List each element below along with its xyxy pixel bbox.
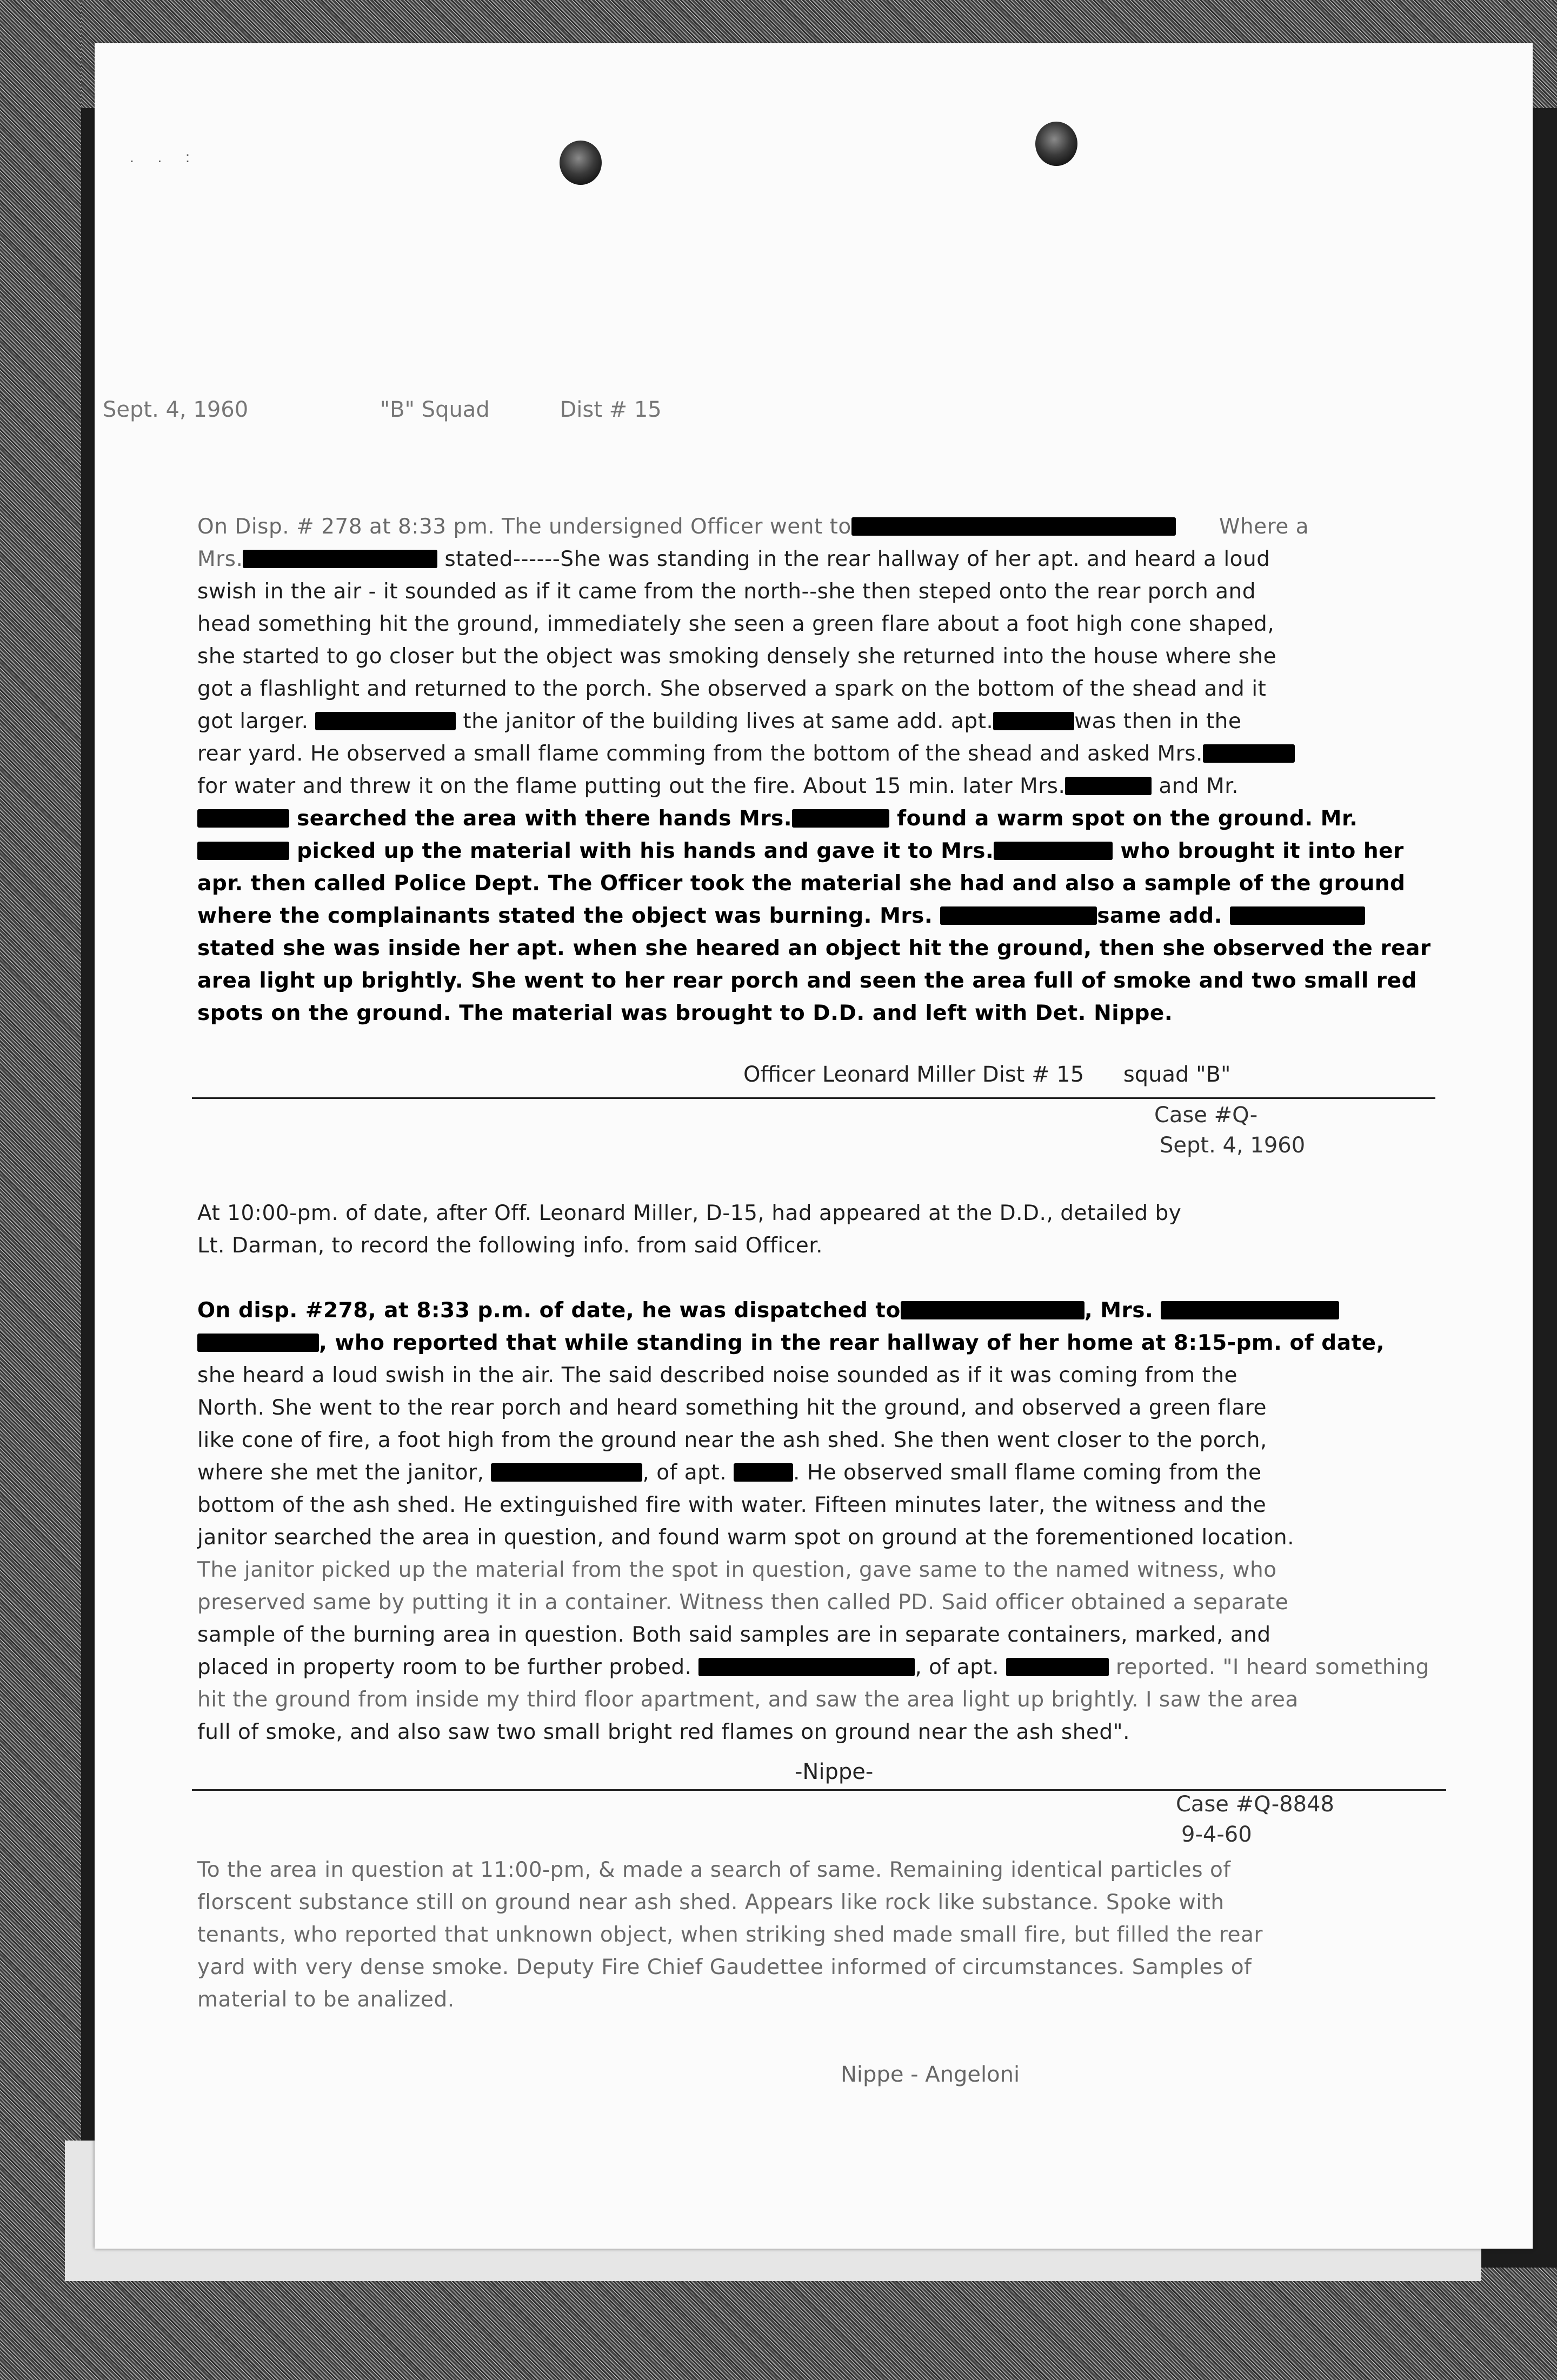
- report1-line-7: got larger. the janitor of the building lives at same add. apt. was then in the: [197, 709, 1242, 734]
- report1-line-8: rear yard. He observed a small flame comming from the bottom of the shead and asked Mrs.: [197, 738, 1431, 770]
- report2-line-2: , who reported that while standing in the rear hallway of her home at 8:15-pm. of date,: [197, 1327, 1429, 1359]
- report1-line-16: spots on the ground. The material was brought to D.D. and left with Det. Nippe.: [197, 1001, 1173, 1025]
- redaction: [901, 1301, 1084, 1319]
- report2-line-8: janitor searched the area in question, and found warm spot on ground at the forementioned location.: [197, 1525, 1294, 1550]
- report1-line-6: got a flashlight and returned to the porch. She observed a spark on the bottom of the shead and it: [197, 677, 1267, 701]
- report2-line-13: hit the ground from inside my third floor apartment, and saw the area light up brightly. I saw the area: [197, 1688, 1299, 1712]
- redaction: [1065, 777, 1152, 795]
- redaction: [851, 517, 1176, 536]
- report2-case-block: [1154, 1100, 1305, 1161]
- report2-line-12: placed in property room to be further probed. , of apt. reported. "I heard something: [197, 1655, 1429, 1679]
- scan-border-left: [0, 0, 81, 2380]
- report3-case-block: [1176, 1789, 1334, 1850]
- scan-border-bottom: [0, 2268, 1557, 2380]
- report2-line-1: On disp. #278, at 8:33 p.m. of date, he was dispatched to , Mrs.: [197, 1295, 1429, 1327]
- report1-header: [103, 397, 662, 422]
- report3-line-3: tenants, who reported that unknown object, when striking shed made small fire, but filled the rear: [197, 1923, 1263, 1947]
- redaction: [243, 550, 437, 568]
- report2-intro-line-2: Lt. Darman, to record the following info. from said Officer.: [197, 1234, 823, 1258]
- redaction: [197, 1334, 319, 1352]
- report2-line-9: The janitor picked up the material from the spot in question, gave same to the named witness, who: [197, 1558, 1277, 1582]
- report3-line-1: To the area in question at 11:00-pm, & made a search of same. Remaining identical particles of: [197, 1858, 1231, 1882]
- divider-1: [192, 1097, 1435, 1099]
- redaction: [994, 842, 1113, 860]
- redaction: [491, 1463, 642, 1482]
- redaction: [1161, 1301, 1339, 1319]
- report1-signature: Officer Leonard Miller Dist # 15 squad "B": [743, 1062, 1231, 1087]
- report3-body: [197, 1854, 1263, 2016]
- report1-line-4: head something hit the ground, immediately she seen a green flare about a foot high cone shaped,: [197, 612, 1275, 636]
- report1-line-14: stated she was inside her apt. when she heared an object hit the ground, then she observed the rear: [197, 936, 1431, 961]
- redaction: [197, 809, 289, 828]
- report3-case-number: Case #Q-8848: [1176, 1792, 1334, 1817]
- redaction: [315, 712, 456, 730]
- report2-line-7: bottom of the ash shed. He extinguished fire with water. Fifteen minutes later, the witness and the: [197, 1493, 1267, 1517]
- report1-line-9: for water and threw it on the flame putting out the fire. About 15 min. later Mrs. and Mr.: [197, 774, 1239, 798]
- redaction: [734, 1463, 793, 1482]
- report1-date: Sept. 4, 1960: [103, 397, 249, 422]
- redaction: [940, 906, 1097, 925]
- punch-hole-left: [560, 141, 602, 185]
- report2-intro: [197, 1197, 1181, 1262]
- report2-line-3: she heard a loud swish in the air. The said described noise sounded as if it was coming from the: [197, 1363, 1238, 1388]
- redaction: [1006, 1658, 1109, 1676]
- report3-signature: Nippe - Angeloni: [841, 2062, 1020, 2087]
- report2-signature: -Nippe-: [795, 1759, 874, 1784]
- report2-body: [197, 1295, 1429, 1749]
- report3-line-4: yard with very dense smoke. Deputy Fire Chief Gaudettee informed of circumstances. Samples of: [197, 1955, 1252, 1979]
- margin-marks: . . :: [130, 149, 199, 165]
- report1-line-13: where the complainants stated the object was burning. Mrs. same add.: [197, 900, 1431, 932]
- redaction: [197, 842, 289, 860]
- report3-case-date: 9-4-60: [1181, 1822, 1252, 1847]
- report3-line-5: material to be analized.: [197, 1988, 455, 2012]
- report1-line-15: area light up brightly. She went to her rear porch and seen the area full of smoke and two small red: [197, 969, 1417, 993]
- report2-case-date: Sept. 4, 1960: [1160, 1133, 1306, 1158]
- report2-line-11: sample of the burning area in question. Both said samples are in separate containers, marked, and: [197, 1623, 1271, 1647]
- punch-hole-right: [1035, 122, 1077, 166]
- redaction: [1203, 744, 1295, 763]
- redaction: [1230, 906, 1365, 925]
- report2-intro-line-1: At 10:00-pm. of date, after Off. Leonard Miller, D-15, had appeared at the D.D., detailed by: [197, 1201, 1182, 1225]
- report1-line-12: apr. then called Police Dept. The Officer took the material she had and also a sample of the ground: [197, 871, 1406, 896]
- report2-line-10: preserved same by putting it in a container. Witness then called PD. Said officer obtained a separate: [197, 1590, 1289, 1615]
- report2-line-5: like cone of fire, a foot high from the ground near the ash shed. She then went closer to the porch,: [197, 1428, 1267, 1452]
- report3-line-2: florscent substance still on ground near ash shed. Appears like rock like substance. Spoke with: [197, 1890, 1225, 1915]
- report1-line-10: searched the area with there hands Mrs. found a warm spot on the ground. Mr.: [197, 803, 1431, 835]
- report1-squad: "B" Squad: [380, 397, 490, 422]
- report1-line-11: picked up the material with his hands and gave it to Mrs. who brought it into her: [197, 835, 1431, 868]
- report1-line-1: On Disp. # 278 at 8:33 pm. The undersigned Officer went to Where a: [197, 515, 1309, 539]
- report2-line-14: full of smoke, and also saw two small bright red flames on ground near the ash shed".: [197, 1720, 1130, 1744]
- redaction: [698, 1658, 915, 1676]
- redaction: [993, 712, 1074, 730]
- report2-line-4: North. She went to the rear porch and heard something hit the ground, and observed a green flare: [197, 1396, 1267, 1420]
- report1-district: Dist # 15: [560, 397, 662, 422]
- report2-line-6: where she met the janitor, , of apt. . He observed small flame coming from the: [197, 1461, 1262, 1485]
- redaction: [792, 809, 889, 828]
- report1-line-3: swish in the air - it sounded as if it came from the north--she then steped onto the rear porch and: [197, 579, 1256, 604]
- report2-case-number: Case #Q-: [1154, 1103, 1258, 1128]
- report1-body: [197, 511, 1431, 1030]
- report1-line-5: she started to go closer but the object was smoking densely she returned into the house where she: [197, 644, 1277, 669]
- report1-line-2: Mrs. stated------She was standing in the rear hallway of her apt. and heard a loud: [197, 547, 1270, 571]
